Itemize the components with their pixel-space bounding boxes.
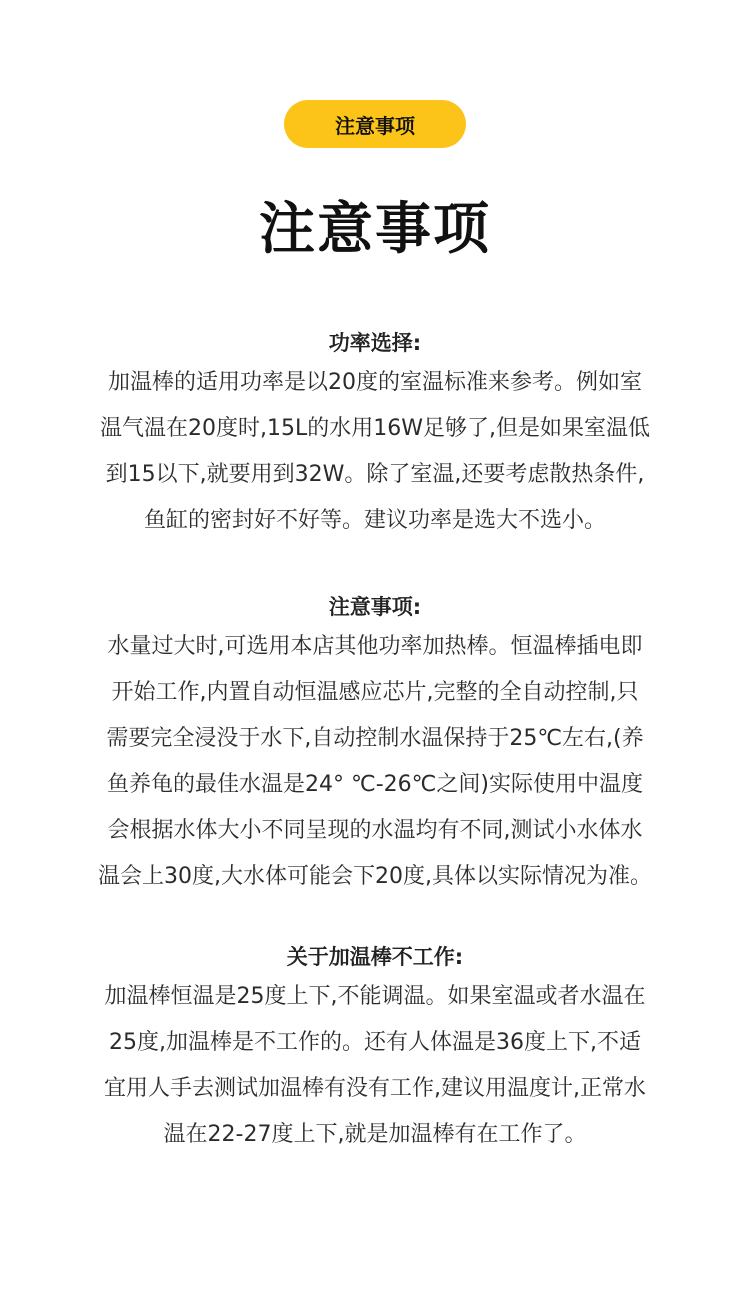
- paragraph-line: 开始工作,内置自动恒温感应芯片,完整的全自动控制,只: [111, 680, 639, 705]
- heater-not-working-section: [60, 940, 690, 1158]
- section-heading: 功率选择:: [328, 331, 422, 355]
- section-badge: [284, 100, 466, 148]
- paragraph-line: 宜用人手去测试加温棒有没有工作,建议用温度计,正常水: [104, 1076, 646, 1101]
- paragraph-line: 温会上30度,大水体可能会下20度,具体以实际情况为准。: [98, 864, 652, 889]
- paragraph-line: 25度,加温棒是不工作的。还有人体温是36度上下,不适: [109, 1030, 641, 1055]
- paragraph-line: 温在22-27度上下,就是加温棒有在工作了。: [163, 1122, 587, 1147]
- paragraph-line: 加温棒恒温是25度上下,不能调温。如果室温或者水温在: [104, 984, 646, 1009]
- paragraph-line: 加温棒的适用功率是以20度的室温标准来参考。例如室: [108, 370, 642, 395]
- paragraph-line: 到15以下,就要用到32W。除了室温,还要考虑散热条件,: [105, 462, 645, 487]
- paragraph-line: 鱼缸的密封好不好等。建议功率是选大不选小。: [143, 508, 606, 533]
- paragraph-line: 温气温在20度时,15L的水用16W足够了,但是如果室温低: [100, 416, 650, 441]
- section-heading: 关于加温棒不工作:: [286, 945, 464, 969]
- precautions-section: [60, 590, 690, 900]
- paragraph-line: 水量过大时,可选用本店其他功率加热棒。恒温棒插电即: [107, 634, 643, 659]
- paragraph-line: 需要完全浸没于水下,自动控制水温保持于25℃左右,(养: [106, 726, 644, 751]
- badge-label: 注意事项: [335, 113, 415, 138]
- power-selection-section: [60, 326, 690, 544]
- section-heading: 注意事项:: [328, 595, 422, 619]
- paragraph-line: 鱼养龟的最佳水温是24° ℃-26℃之间)实际使用中温度: [107, 772, 643, 797]
- page-title: 注意事项: [259, 197, 491, 262]
- paragraph-line: 会根据水体大小不同呈现的水温均有不同,测试小水体水: [107, 818, 643, 843]
